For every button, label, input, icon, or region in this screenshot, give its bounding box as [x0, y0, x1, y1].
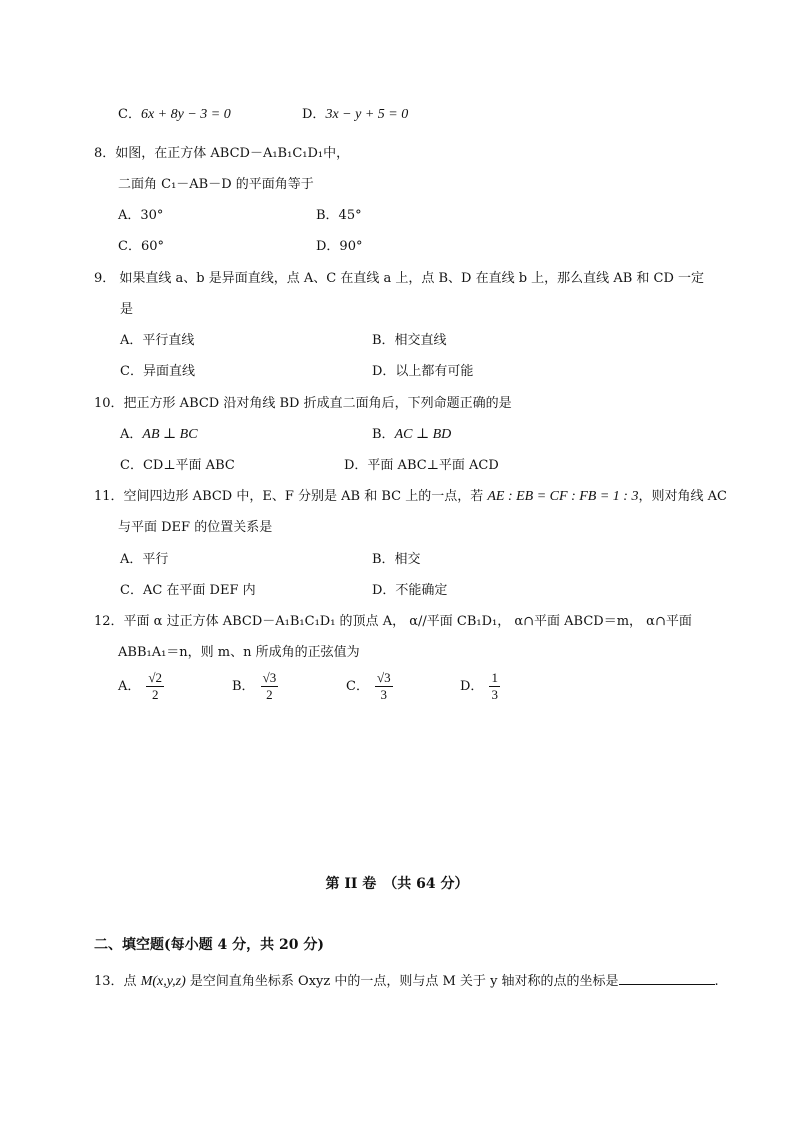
q11-stem-part1: 11．空间四边形 ABCD 中，E、F 分别是 AB 和 BC 上的一点，若	[94, 489, 488, 504]
q7-option-c-label: C．	[118, 107, 141, 122]
q9-stem-line2: 是	[120, 302, 134, 317]
section2-title: 二、填空题(每小题 4 分，共 20 分)	[94, 937, 324, 953]
q10-option-b	[372, 427, 451, 443]
q10-option-b-math: AC ⊥ BD	[394, 427, 452, 442]
q8-option-a: A．30°	[118, 208, 164, 223]
q12-option-a	[118, 670, 164, 703]
q7-option-d-equation: 3x − y + 5 = 0	[325, 107, 409, 122]
q12-option-c-denominator: 3	[380, 687, 388, 702]
q11-stem-part2: ，则对角线 AC	[638, 489, 727, 504]
q12-option-c-numerator: 3	[384, 670, 391, 685]
q11-ratio-math: AE : EB = CF : FB = 1 : 3	[487, 489, 639, 504]
q10-option-a	[120, 427, 198, 443]
q10-option-b-label: B．	[372, 427, 395, 442]
q11-option-c: C．AC 在平面 DEF 内	[120, 583, 256, 598]
q10-stem: 10．把正方形 ABCD 沿对角线 BD 折成直二面角后，下列命题正确的是	[94, 396, 512, 411]
q8-option-c: C．60°	[118, 239, 164, 254]
q12-option-a-fraction: $\frac{√2}{2}$	[148, 670, 163, 702]
q12-option-d-numerator: 1	[491, 670, 498, 685]
q8-stem-line1: 8．如图，在正方体 ABCD－A₁B₁C₁D₁中，	[94, 146, 350, 161]
q13-stem	[94, 972, 719, 990]
q10-option-a-label: A．	[120, 427, 143, 442]
q11-option-b: B．相交	[372, 552, 421, 567]
q12-stem-line2: ABB₁A₁＝n，则 m、n 所成角的正弦值为	[118, 645, 360, 660]
q12-option-a-numerator: 2	[155, 670, 163, 685]
q12-option-b	[232, 670, 278, 703]
q9-option-c: C．异面直线	[120, 364, 195, 379]
q8-stem-line2: 二面角 C₁－AB－D 的平面角等于	[118, 177, 314, 192]
q8-option-d: D．90°	[316, 239, 363, 254]
q13-part1: 13．点	[94, 974, 141, 989]
q7-option-c	[118, 107, 231, 123]
q12-option-d	[460, 670, 500, 703]
q12-option-c-fraction: $\frac{√3}{3}$	[376, 670, 391, 702]
q12-option-b-fraction: $\frac{√3}{2}$	[262, 670, 277, 702]
q8-option-b: B．45°	[316, 208, 362, 223]
q9-option-a: A．平行直线	[120, 333, 195, 348]
q13-answer-blank[interactable]	[619, 972, 715, 985]
q7-option-d	[302, 107, 408, 123]
q12-option-c	[346, 670, 393, 703]
q10-option-d: D．平面 ABC⊥平面 ACD	[344, 458, 499, 473]
q13-part2: 是空间直角坐标系 Oxyz 中的一点，则与点 M 关于 y 轴对称的点的坐标是	[185, 974, 619, 989]
q9-option-b: B．相交直线	[372, 333, 447, 348]
q11-option-a: A．平行	[120, 552, 169, 567]
q11-stem-line2: 与平面 DEF 的位置关系是	[118, 520, 273, 535]
q11-option-d: D．不能确定	[372, 583, 448, 598]
q12-option-b-denominator: 2	[266, 687, 273, 702]
q9-option-d: D．以上都有可能	[372, 364, 474, 379]
q11-stem-line1	[94, 489, 727, 505]
q12-option-d-fraction	[489, 670, 500, 703]
q12-option-c-label: C．	[346, 678, 369, 694]
part2-title: 第 II 卷 （共 64 分）	[325, 876, 469, 892]
q12-option-d-denominator: 3	[491, 687, 498, 702]
q12-option-b-label: B．	[232, 678, 255, 694]
q12-option-a-denominator: 2	[151, 687, 159, 702]
q10-option-a-math: AB ⊥ BC	[142, 427, 198, 442]
q13-point-math: M(x,y,z)	[140, 974, 186, 989]
q12-option-a-label: A．	[118, 678, 141, 694]
q10-option-c: C．CD⊥平面 ABC	[120, 458, 235, 473]
q12-stem-line1: 12．平面 α 过正方体 ABCD－A₁B₁C₁D₁ 的顶点 A， α//平面 CB₁D₁， α∩平面 ABCD＝m， α∩平面	[94, 614, 692, 629]
q7-option-c-equation: 6x + 8y − 3 = 0	[140, 107, 231, 122]
q13-end: .	[714, 974, 719, 989]
q9-stem-line1: 9． 如果直线 a、b 是异面直线，点 A、C 在直线 a 上，点 B、D 在直线 b 上，那么直线 AB 和 CD 一定	[94, 271, 705, 286]
q12-option-b-numerator: 3	[269, 670, 277, 685]
q12-option-d-label: D．	[460, 678, 484, 694]
q7-option-d-label: D．	[302, 107, 326, 122]
